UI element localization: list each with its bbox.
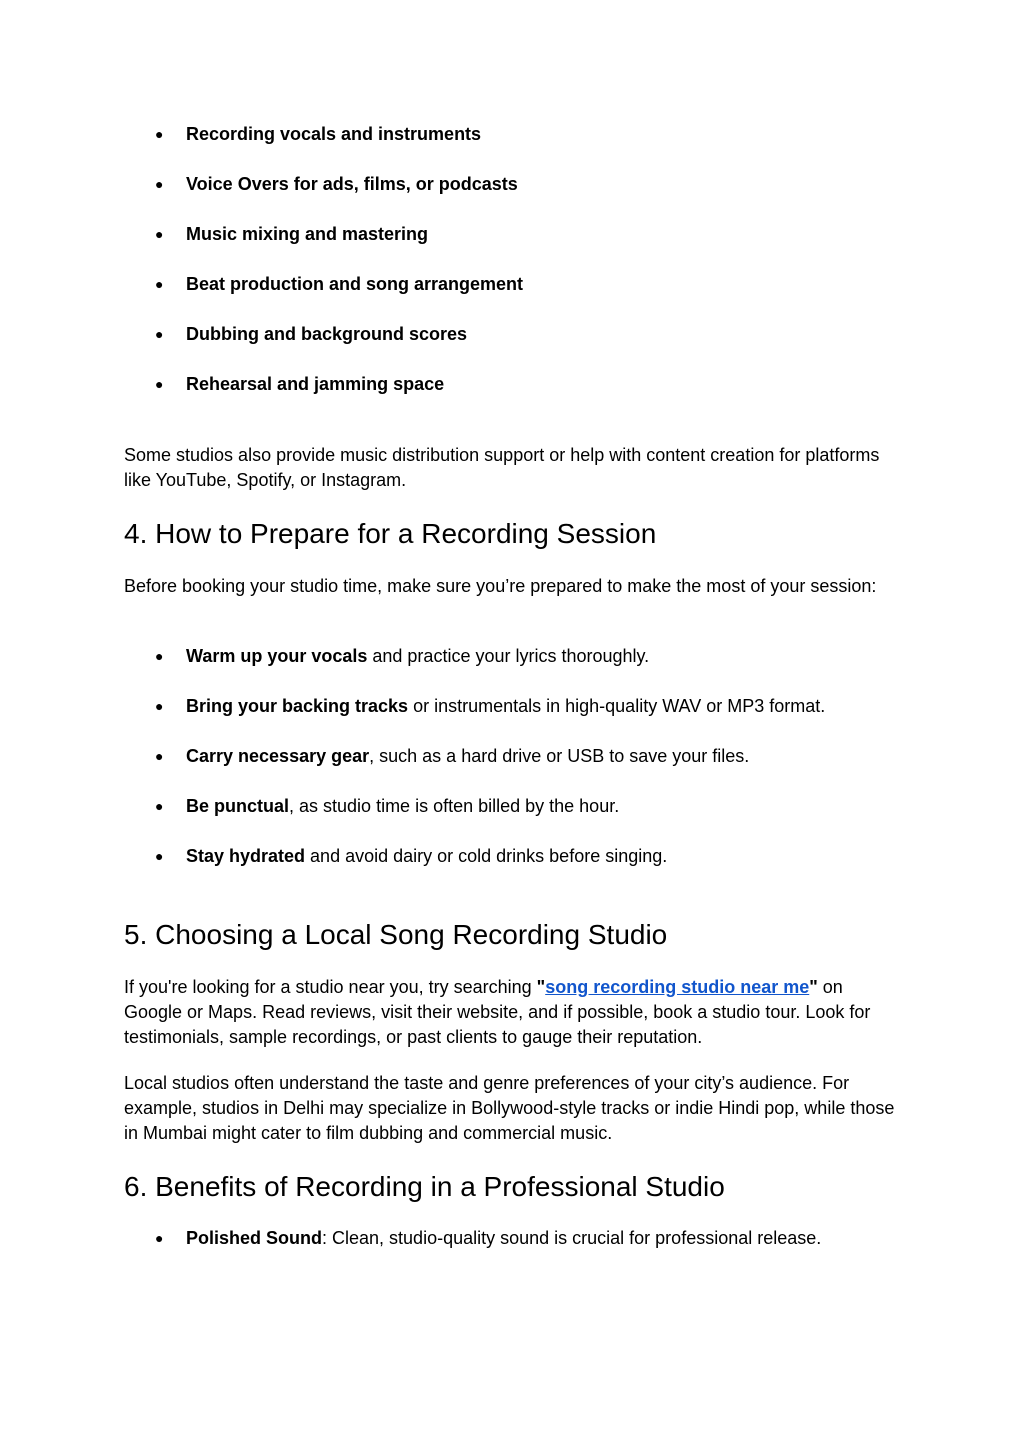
bullet-icon: ● xyxy=(155,698,164,714)
search-term-link[interactable]: song recording studio near me xyxy=(545,977,810,997)
bullet-icon: ● xyxy=(155,226,164,242)
bullet-icon: ● xyxy=(155,176,164,192)
section-5-paragraph-1: If you're looking for a studio near you, try searching "song recording studio near me" on Google or Maps. Read reviews, visit their website, and if possible, book a studio tour. Look for testimonials, sample recordings, or past clients to gauge their reputation. xyxy=(124,977,871,1047)
section-5-heading: 5. Choosing a Local Song Recording Studio xyxy=(124,919,668,950)
bullet-icon: ● xyxy=(155,276,164,292)
bullet-icon: ● xyxy=(155,376,164,392)
distribution-paragraph: Some studios also provide music distribution support or help with content creation for platforms like YouTube, Spotify, or Instagram. xyxy=(124,445,880,490)
bullet-icon: ● xyxy=(155,126,164,142)
bullet-icon: ● xyxy=(155,798,164,814)
section-4-heading: 4. How to Prepare for a Recording Session xyxy=(124,518,657,549)
bullet-icon: ● xyxy=(155,648,164,664)
bullet-icon: ● xyxy=(155,326,164,342)
bullet-icon: ● xyxy=(155,1230,164,1246)
section-4-intro: Before booking your studio time, make sure you’re prepared to make the most of your session: xyxy=(124,576,877,596)
section-5-paragraph-2: Local studios often understand the taste and genre preferences of your city’s audience. For example, studios in Delhi may specialize in Bollywood-style tracks or indie Hindi pop, while those in Mumbai might cater to film dubbing and commercial music. xyxy=(124,1073,895,1143)
section-6-heading: 6. Benefits of Recording in a Professional Studio xyxy=(124,1171,725,1202)
bullet-icon: ● xyxy=(155,748,164,764)
bullet-icon: ● xyxy=(155,848,164,864)
